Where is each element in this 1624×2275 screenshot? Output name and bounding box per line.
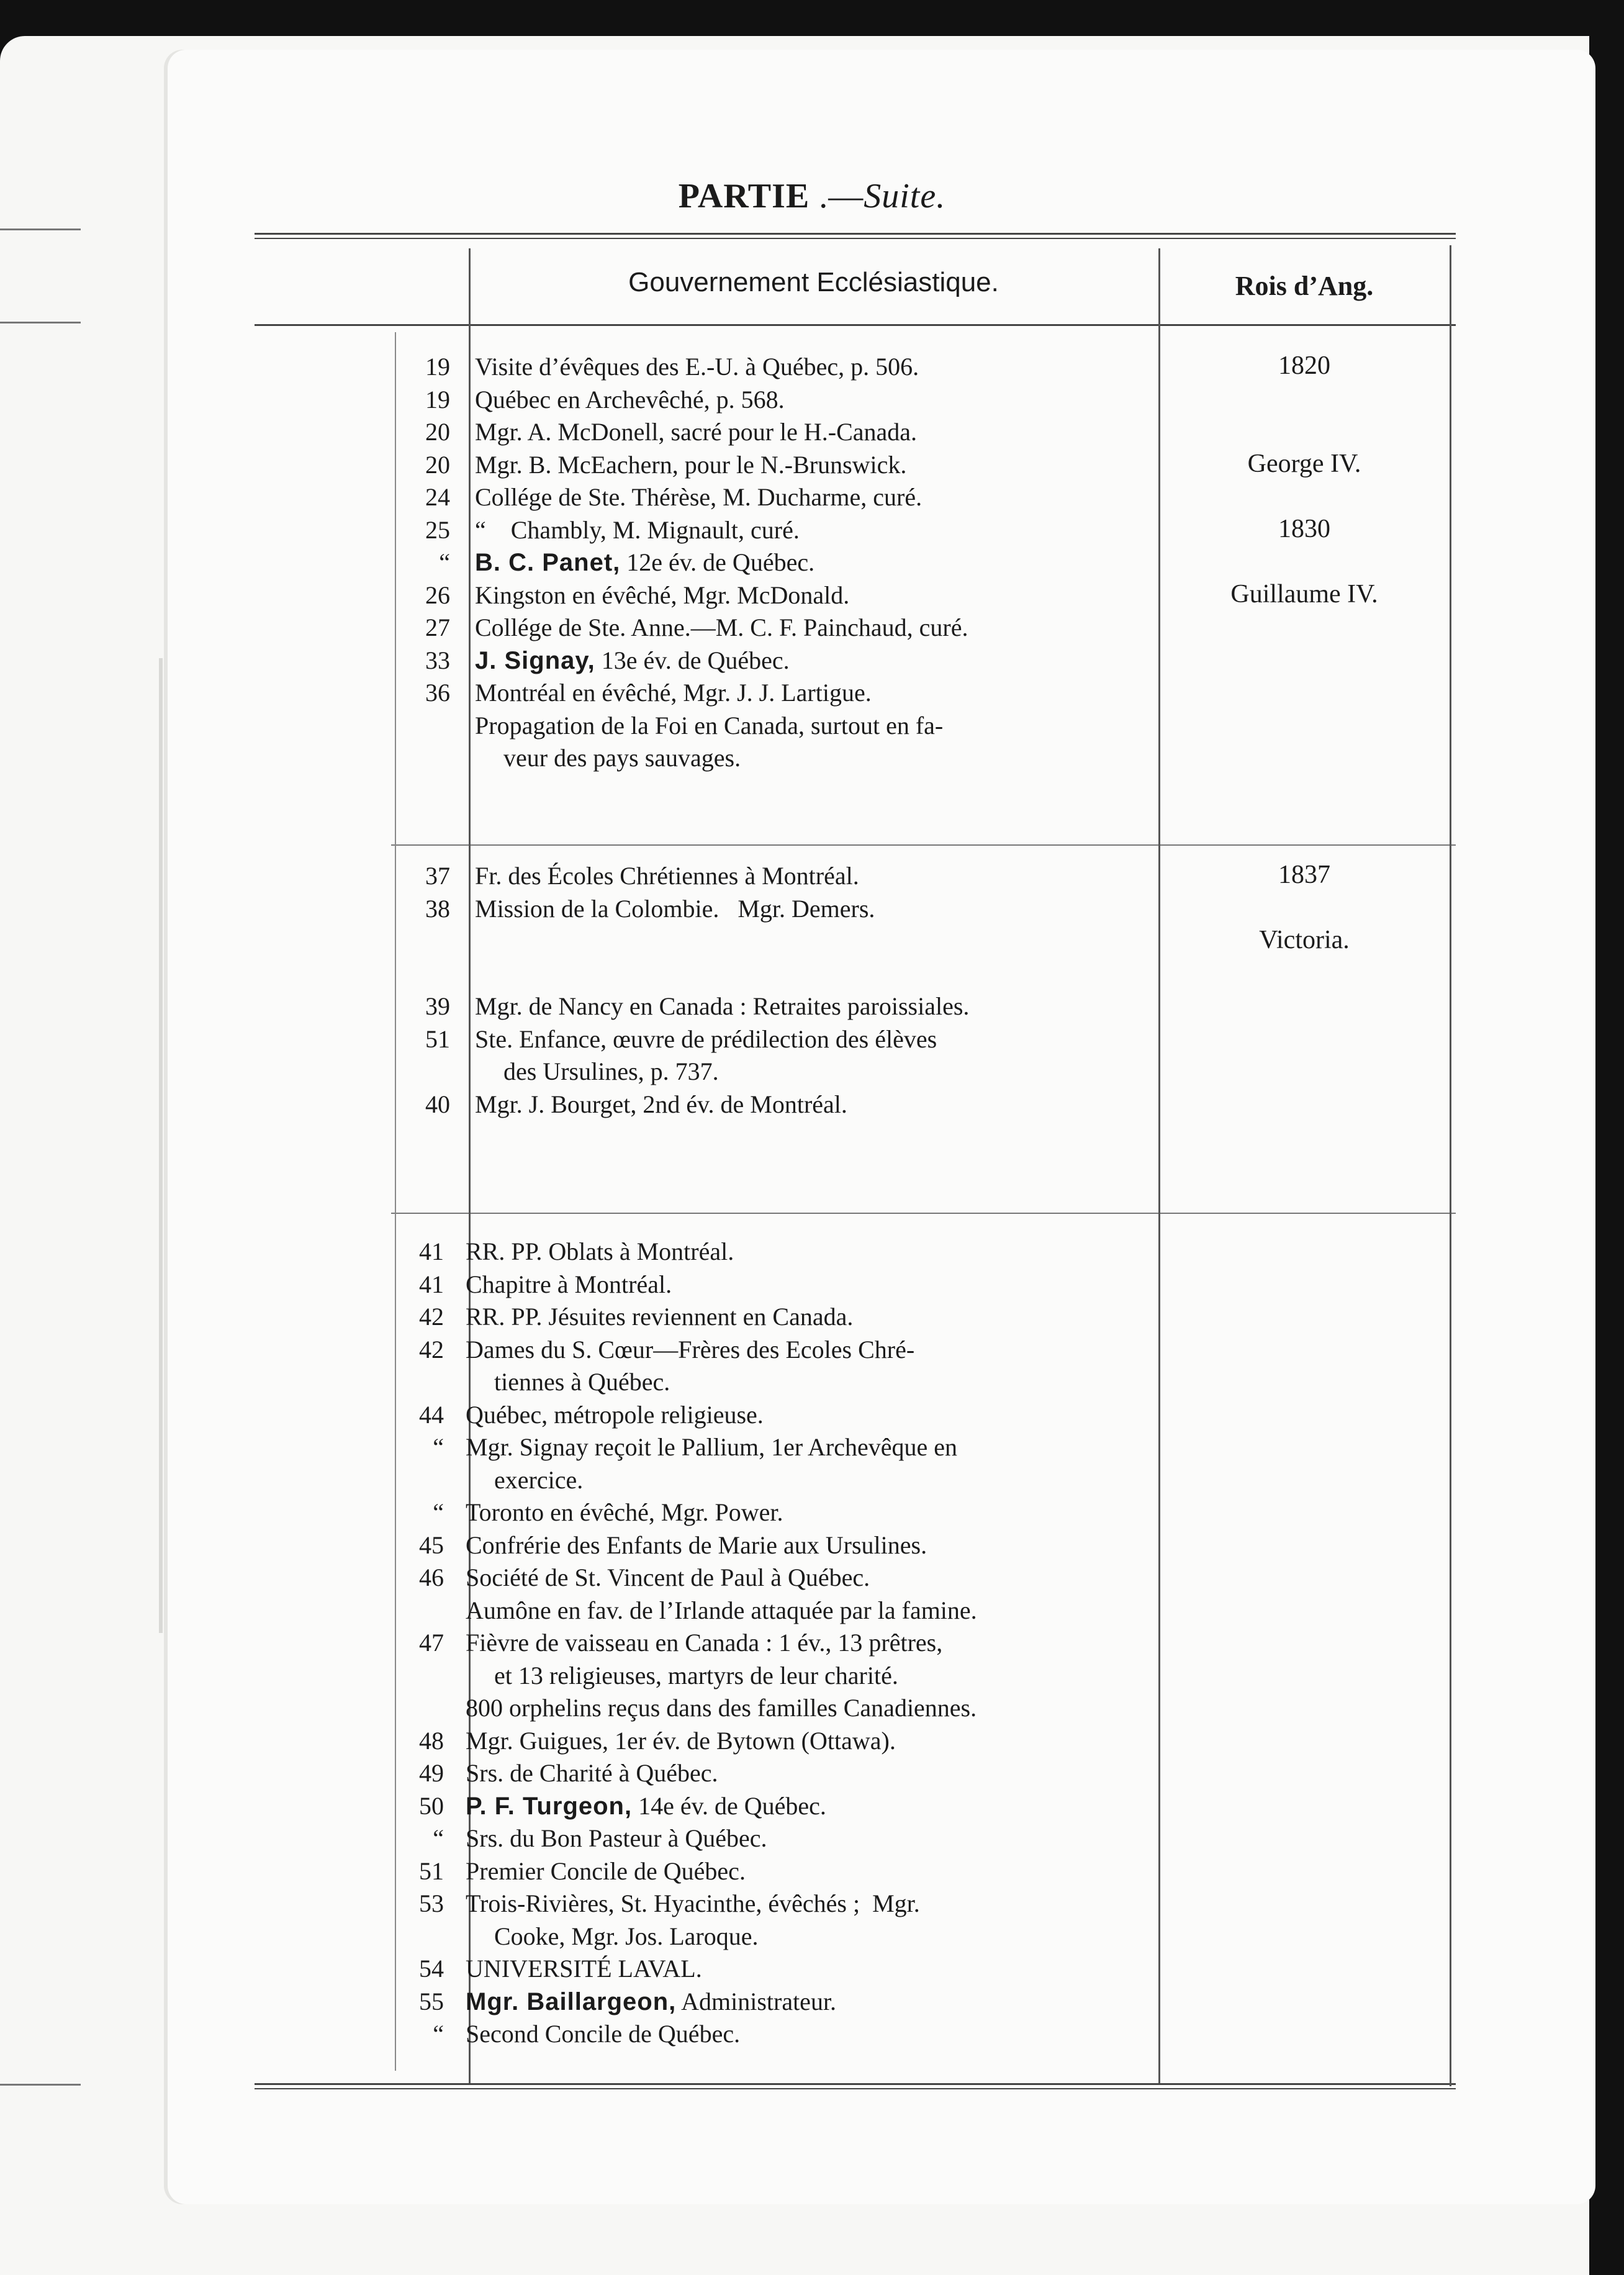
top-rule-2 [255,238,1456,239]
year-cell [391,1464,444,1497]
year-cell [391,1594,444,1627]
entry-row [475,1088,1145,1121]
entry-text: des Ursulines, p. 737. [503,1057,719,1085]
years-section-1 [397,351,450,775]
entry-row [466,1953,1152,1986]
year-cell: 42 [419,1303,444,1331]
entry-text: Propagation de la Foi en Canada, surtout en fa- [475,711,944,739]
entry-text: Trois-Rivières, St. Hyacinthe, évêchés ; Mgr. [466,1889,920,1917]
king-entry: 1830 [1278,514,1330,543]
year-cell: 49 [419,1759,444,1787]
entries-section-2 [475,860,1145,1121]
year-cell: 19 [425,353,450,381]
kings-section-2 [1158,860,1450,1170]
entry-row [466,2018,1152,2051]
left-page-edge [0,68,155,2167]
title-italic: Suite. [864,177,946,215]
bottom-rule-2 [255,2088,1456,2089]
left-rule [0,228,81,230]
years-section-3 [391,1236,444,2051]
year-cell: 20 [425,418,450,446]
entry-row [466,1301,1152,1334]
year-cell [397,958,450,991]
bishop-name: B. C. Panet, [475,549,621,576]
entry-text: Cooke, Mgr. Jos. Laroque. [494,1922,759,1950]
entry-row [466,1431,1152,1464]
year-cell: 44 [419,1400,444,1429]
section-rule [391,1213,1456,1214]
year-cell [397,1056,450,1088]
entry-row [475,384,1145,417]
year-cell: 25 [425,515,450,544]
year-cell: 51 [425,1024,450,1053]
entry-text: et 13 religieuses, martyrs de leur charité. [494,1661,898,1689]
page-title [0,176,1624,216]
section-rule [391,844,1456,846]
entry-text: exercice. [494,1465,584,1494]
year-cell [391,1920,444,1953]
entry-row [475,612,1145,645]
bishop-name: Mgr. Baillargeon, [466,1988,677,2015]
entry-text: Mgr. Guigues, 1er év. de Bytown (Ottawa). [466,1726,896,1755]
left-rule [0,2084,81,2086]
year-cell [397,710,450,743]
king-entry: Guillaume IV. [1230,579,1378,608]
column-header-government: Gouvernement Ecclésiastique. [628,267,999,297]
entry-row [475,579,1145,612]
entry-text: 14e év. de Québec. [632,1791,826,1820]
entry-text: Administrateur. [676,1987,837,2015]
entry-row [466,1986,1152,2019]
entry-text: tiennes à Québec. [494,1368,670,1396]
entry-row [475,742,1145,775]
entry-text: RR. PP. Oblats à Montréal. [466,1237,734,1265]
entry-text: Mgr. A. McDonell, sacré pour le H.-Canada. [475,418,918,446]
year-cell: 42 [419,1335,444,1364]
entry-text: Aumône en fav. de l’Irlande attaquée par la famine. [466,1596,977,1624]
year-cell: 48 [419,1726,444,1755]
column-header-kings: Rois d’Ang. [1235,271,1374,301]
year-cell: 27 [425,613,450,641]
year-cell [391,1692,444,1725]
entry-row [466,1627,1152,1660]
entry-text: Chapitre à Montréal. [466,1270,672,1298]
entry-row [466,1822,1152,1855]
entry-text: UNIVERSITÉ LAVAL. [466,1955,702,1983]
title-bold: PARTIE [678,177,810,215]
entry-row [466,1660,1152,1693]
year-cell: 46 [419,1563,444,1591]
year-cell: 37 [425,862,450,890]
entry-row [466,1562,1152,1594]
chronology-table [255,233,1456,2089]
entry-row [475,1023,1145,1056]
entry-row [466,1855,1152,1888]
entry-text: Mission de la Colombie. Mgr. Demers. [475,894,875,923]
year-cell: 47 [419,1629,444,1657]
entry-row [475,958,1145,991]
bishop-name: J. Signay, [475,646,595,674]
year-cell: 53 [419,1889,444,1917]
year-cell: 33 [425,646,450,674]
entry-row [475,1056,1145,1088]
entry-row [475,677,1145,710]
year-cell: “ [439,548,450,576]
entry-row [475,925,1145,958]
entry-text: Mgr. B. McEachern, pour le N.-Brunswick. [475,450,907,479]
entry-row [475,710,1145,743]
entry-text: 13e év. de Québec. [595,646,790,674]
year-cell: 50 [419,1791,444,1820]
king-entry: George IV. [1247,449,1361,478]
year-cell: 19 [425,385,450,414]
kings-section-1 [1158,351,1450,816]
entry-text: 800 orphelins reçus dans des familles Canadiennes. [466,1694,977,1722]
year-cell: 40 [425,1090,450,1118]
year-cell: 39 [425,992,450,1020]
entry-row [475,860,1145,893]
entry-row [466,1496,1152,1529]
entry-text: Mgr. de Nancy en Canada : Retraites paroissiales. [475,992,970,1020]
entry-text: Srs. du Bon Pasteur à Québec. [466,1824,767,1852]
entry-text: 12e év. de Québec. [620,548,815,576]
year-cell: 54 [419,1955,444,1983]
years-section-2 [397,860,450,1121]
year-cell: 55 [419,1987,444,2015]
entry-text: Ste. Enfance, œuvre de prédilection des élèves [475,1024,937,1053]
entry-text: Québec, métropole religieuse. [466,1400,764,1429]
year-cell: 38 [425,894,450,923]
entry-row [466,1725,1152,1758]
entry-row [466,1692,1152,1725]
entry-row [466,1464,1152,1497]
entry-row [475,546,1145,579]
bishop-name: P. F. Turgeon, [466,1792,633,1820]
left-rule [0,322,81,323]
year-cell [391,1660,444,1693]
entry-row [466,1529,1152,1562]
year-cell: “ [433,1433,444,1461]
year-cell [391,1366,444,1399]
title-dash: .— [810,177,864,215]
entry-row [466,1399,1152,1432]
entry-row [466,1236,1152,1269]
king-entry: 1820 [1278,351,1330,380]
entry-row [466,1594,1152,1627]
entry-row [475,990,1145,1023]
entry-text: Visite d’évêques des E.-U. à Québec, p. 506. [475,353,919,381]
entry-row [466,1334,1152,1367]
entry-row [475,481,1145,514]
entry-text: Srs. de Charité à Québec. [466,1759,718,1787]
year-cell: “ [433,2020,444,2048]
year-cell: 36 [425,679,450,707]
entry-text: Collége de Ste. Thérèse, M. Ducharme, curé. [475,483,923,511]
year-cell: 20 [425,450,450,479]
entry-row [475,449,1145,482]
entry-text: Mgr. J. Bourget, 2nd év. de Montréal. [475,1090,847,1118]
header-rule [255,324,1456,326]
entry-row [466,1888,1152,1920]
entry-text: Confrérie des Enfants de Marie aux Ursulines. [466,1531,927,1559]
entry-text: Premier Concile de Québec. [466,1857,746,1885]
entry-text: Second Concile de Québec. [466,2020,741,2048]
fold-mark [159,658,163,1633]
year-cell: “ [433,1824,444,1852]
year-cell [397,742,450,775]
year-cell: 26 [425,581,450,609]
entry-text: Kingston en évêché, Mgr. McDonald. [475,581,850,609]
entry-row [475,893,1145,926]
year-cell: “ [433,1498,444,1526]
entry-text: Toronto en évêché, Mgr. Power. [466,1498,783,1526]
entry-text: Fièvre de vaisseau en Canada : 1 év., 13 prêtres, [466,1629,943,1657]
entry-row [475,351,1145,384]
year-cell [397,925,450,958]
year-cell: 51 [419,1857,444,1885]
entry-text: Montréal en évêché, Mgr. J. J. Lartigue. [475,679,872,707]
bottom-rule [255,2083,1456,2085]
entry-row [475,416,1145,449]
entry-row [466,1920,1152,1953]
entry-text: Collége de Ste. Anne.—M. C. F. Painchaud, curé. [475,613,968,641]
entry-text: Dames du S. Cœur—Frères des Ecoles Chré- [466,1335,915,1364]
entry-text: Société de St. Vincent de Paul à Québec. [466,1563,870,1591]
entry-text: RR. PP. Jésuites reviennent en Canada. [466,1303,854,1331]
entry-row [466,1757,1152,1790]
entry-text: Québec en Archevêché, p. 568. [475,385,785,414]
entry-row [475,514,1145,547]
entry-text: veur des pays sauvages. [503,744,741,772]
entries-section-1 [475,351,1145,775]
king-entry: 1837 [1278,861,1330,889]
entry-row [466,1790,1152,1823]
king-entry: Victoria. [1259,926,1350,954]
entry-row [466,1366,1152,1399]
year-cell: 41 [419,1270,444,1298]
top-rule [255,233,1456,235]
year-cell: 45 [419,1531,444,1559]
year-cell: 41 [419,1237,444,1265]
entry-text: Mgr. Signay reçoit le Pallium, 1er Archevêque en [466,1433,958,1461]
entry-row [475,645,1145,677]
entry-row [466,1269,1152,1301]
entry-text: “ Chambly, M. Mignault, curé. [475,515,800,544]
entries-section-3 [466,1236,1152,2051]
year-cell: 24 [425,483,450,511]
entry-text: Fr. des Écoles Chrétiennes à Montréal. [475,862,859,890]
